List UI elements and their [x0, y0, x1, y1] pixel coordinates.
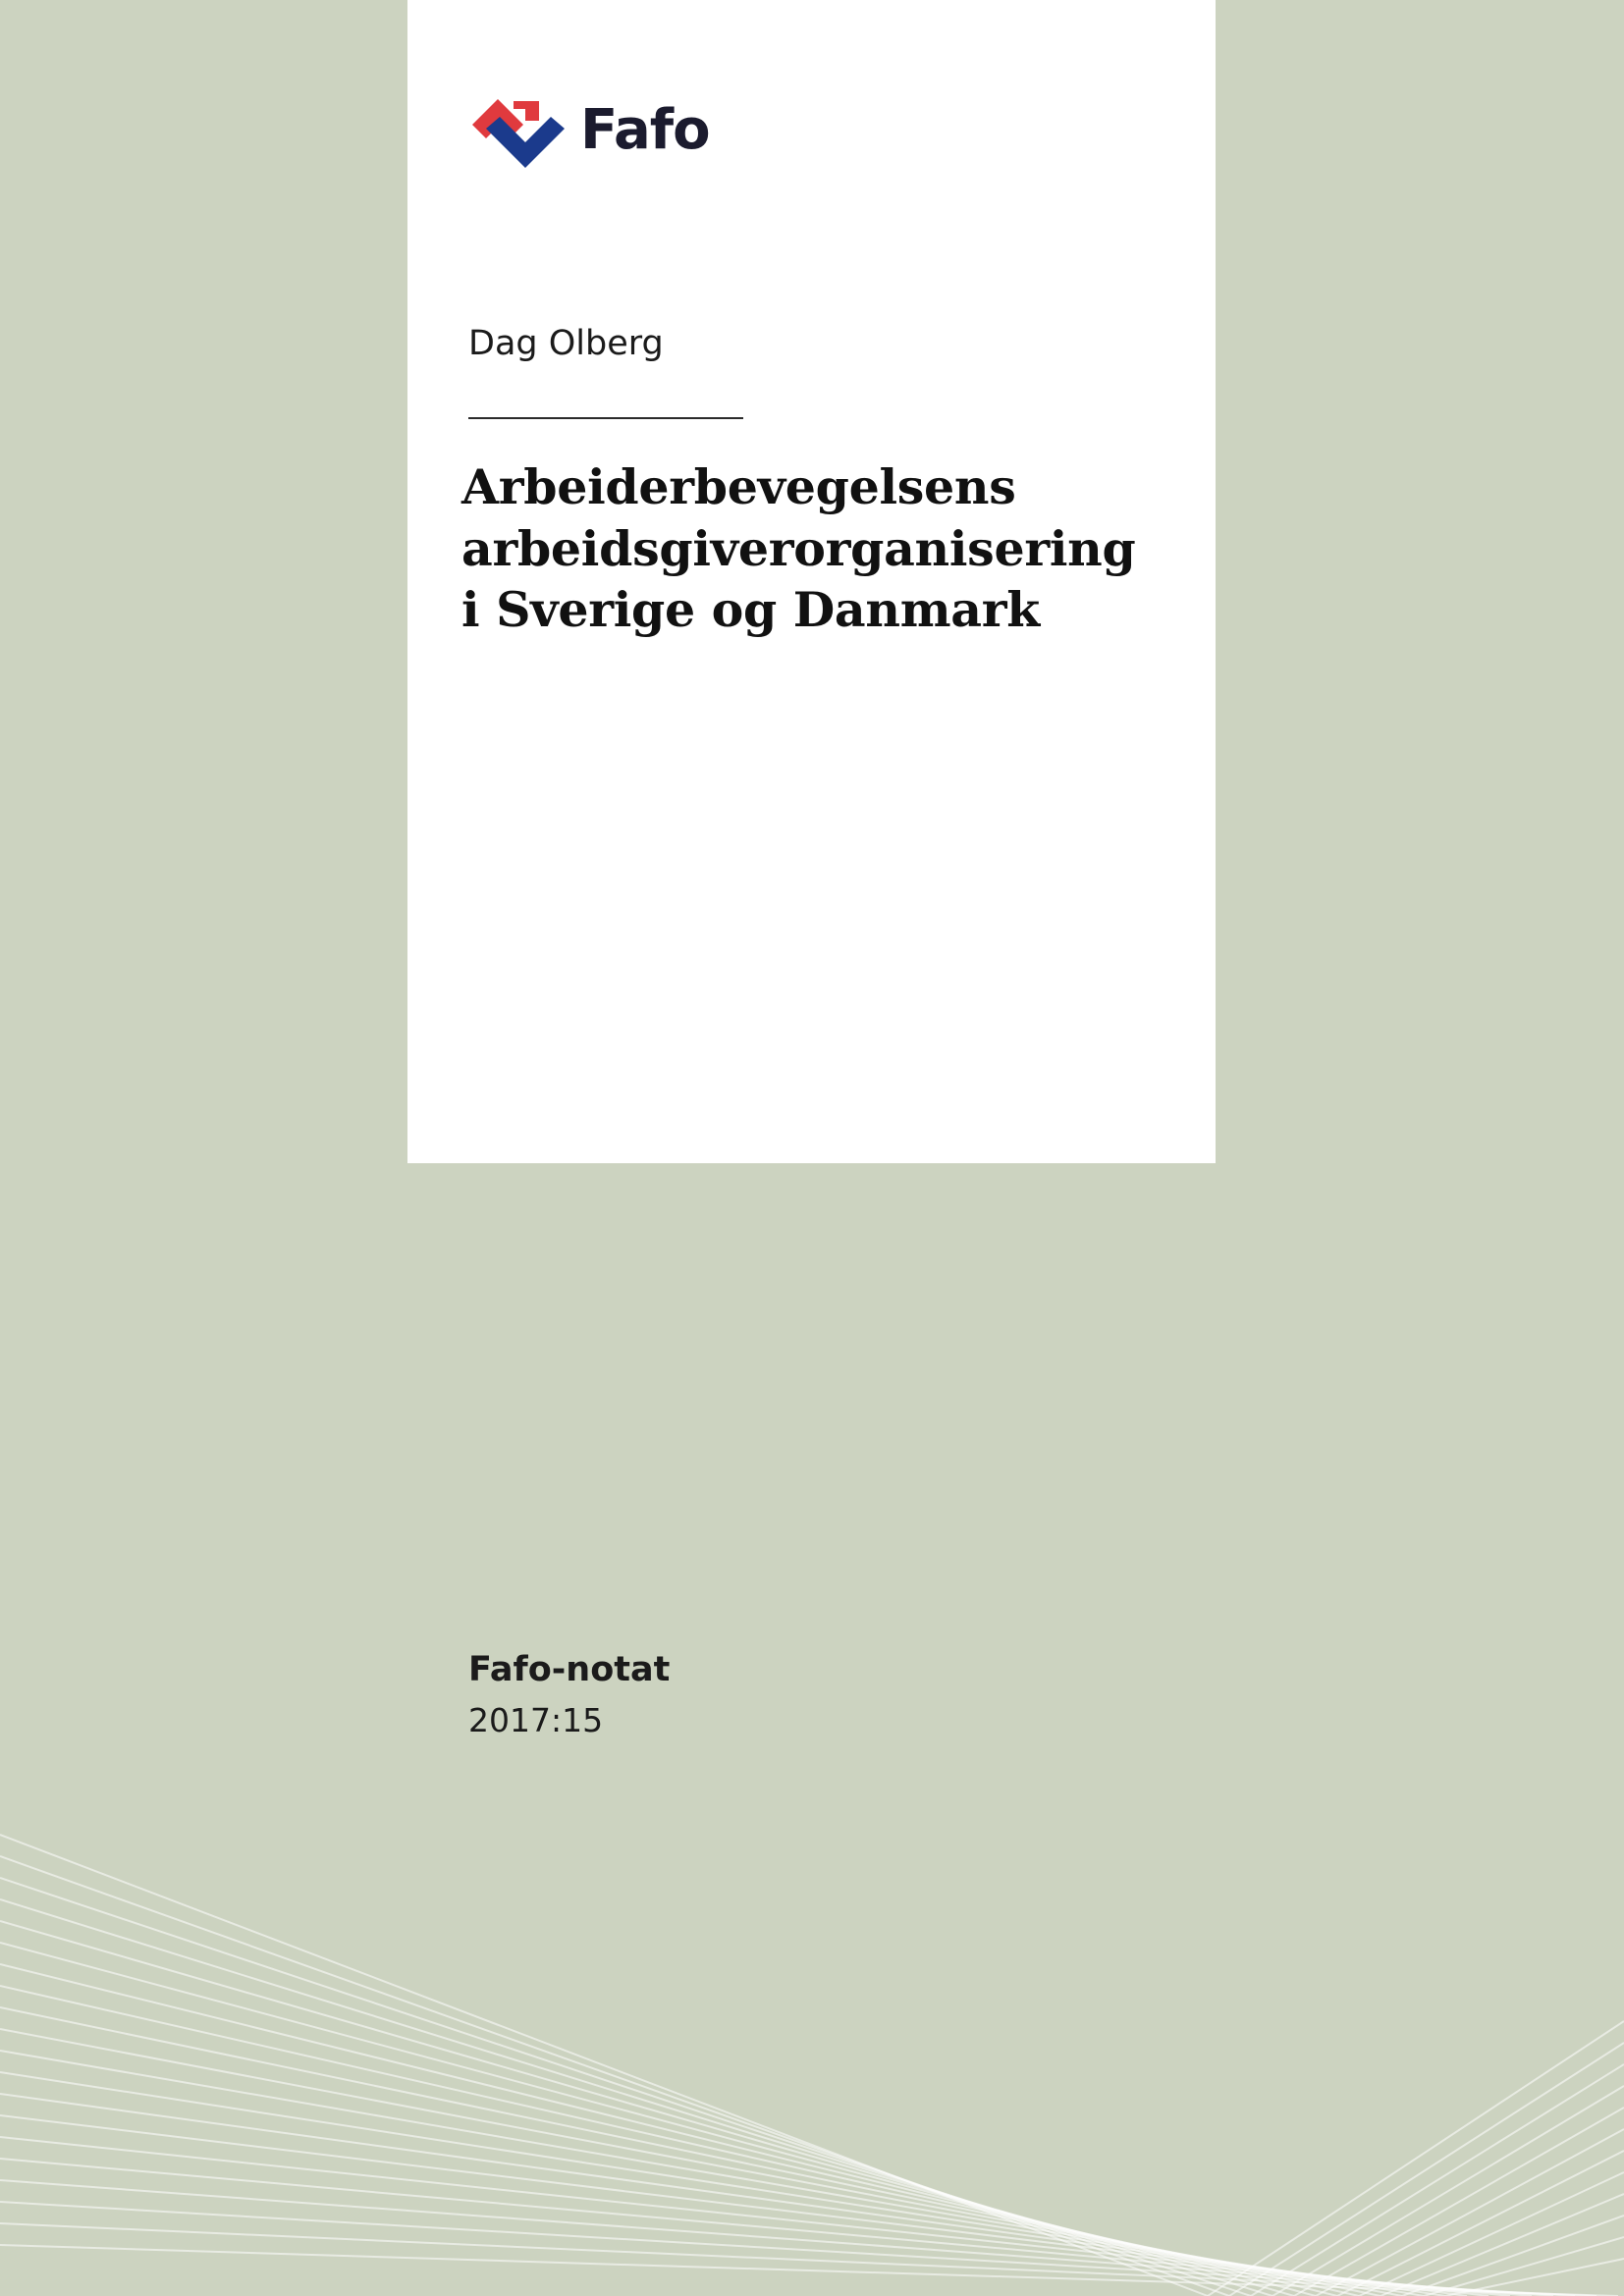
author-name: Dag Olberg — [468, 324, 664, 363]
title-line-3: i Sverige og Danmark — [461, 581, 1040, 639]
decorative-paper-fold-lines — [0, 1413, 1624, 2296]
fafo-logo-mark-icon — [468, 91, 576, 170]
title-line-1: Arbeiderbevegelsens — [461, 458, 1016, 515]
title-line-2: arbeidsgiverorganisering — [461, 519, 1136, 577]
series-number: 2017:15 — [468, 1700, 604, 1739]
series-block — [468, 1649, 670, 1740]
document-title — [461, 456, 1188, 641]
fafo-logo-text: Fafo — [580, 97, 710, 162]
fafo-logo — [468, 88, 733, 172]
series-name: Fafo-notat — [468, 1650, 671, 1689]
author-divider — [468, 417, 743, 419]
